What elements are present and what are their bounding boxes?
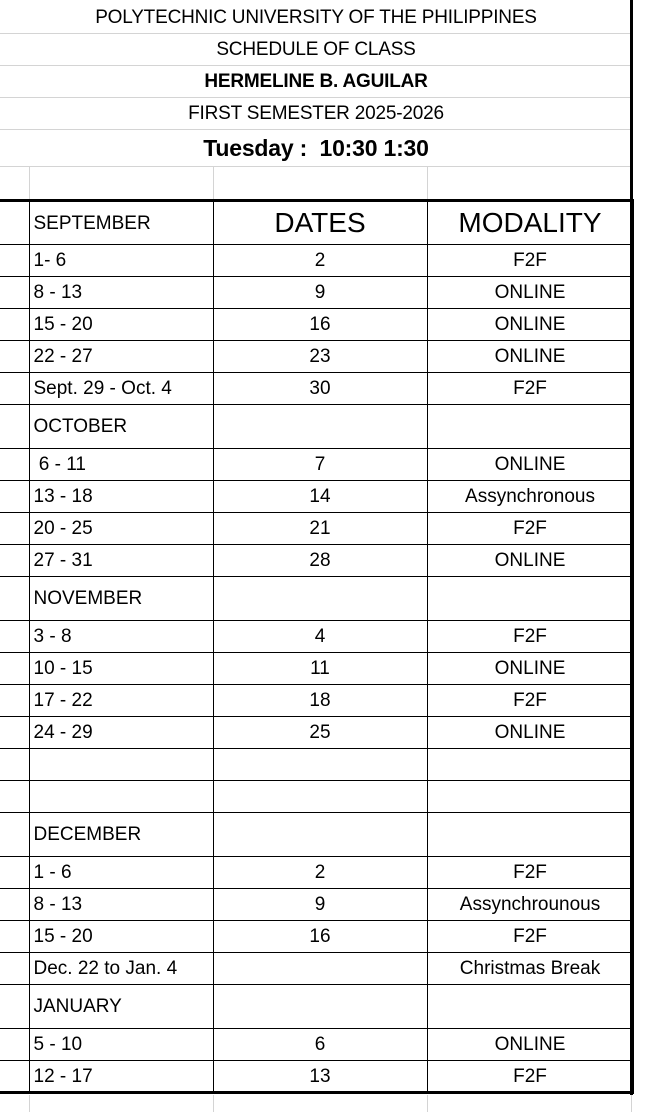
month-label: JANUARY <box>29 985 213 1029</box>
modality-cell: Assynchrounous <box>427 889 633 921</box>
row-gutter <box>0 201 29 245</box>
table-row <box>0 545 633 577</box>
week-range-cell: 3 - 8 <box>29 621 213 653</box>
modality-cell: ONLINE <box>427 545 633 577</box>
modality-cell <box>427 405 633 449</box>
row-gutter <box>0 621 29 653</box>
university-title: POLYTECHNIC UNIVERSITY OF THE PHILIPPINES <box>0 2 632 34</box>
date-cell <box>213 405 427 449</box>
table-row <box>0 857 633 889</box>
week-range-cell: 1 - 6 <box>29 857 213 889</box>
week-range-cell: 15 - 20 <box>29 921 213 953</box>
week-range-cell: 8 - 13 <box>29 889 213 921</box>
date-cell: 9 <box>213 277 427 309</box>
document-title: SCHEDULE OF CLASS <box>0 34 632 66</box>
date-cell: 16 <box>213 921 427 953</box>
date-cell: 9 <box>213 889 427 921</box>
row-gutter <box>0 1029 29 1061</box>
modality-cell: F2F <box>427 857 633 889</box>
month-row <box>0 985 633 1029</box>
date-cell: 7 <box>213 449 427 481</box>
table-row <box>0 309 633 341</box>
modality-cell: ONLINE <box>427 653 633 685</box>
table-row <box>0 481 633 513</box>
month-row <box>0 813 633 857</box>
gridline <box>29 1095 30 1112</box>
row-gutter <box>0 405 29 449</box>
date-cell <box>213 749 427 781</box>
week-range-cell: 13 - 18 <box>29 481 213 513</box>
modality-cell <box>427 781 633 813</box>
week-range-cell: 1- 6 <box>29 245 213 277</box>
date-cell <box>213 577 427 621</box>
modality-cell <box>427 985 633 1029</box>
modality-cell: Assynchronous <box>427 481 633 513</box>
row-gutter <box>0 921 29 953</box>
modality-cell: F2F <box>427 373 633 405</box>
modality-cell: ONLINE <box>427 277 633 309</box>
modality-cell <box>427 749 633 781</box>
table-row <box>0 717 633 749</box>
table-row <box>0 449 633 481</box>
month-row <box>0 405 633 449</box>
week-range-cell: Sept. 29 - Oct. 4 <box>29 373 213 405</box>
week-range-cell: 5 - 10 <box>29 1029 213 1061</box>
date-cell: 2 <box>213 857 427 889</box>
date-cell: 11 <box>213 653 427 685</box>
instructor-name: HERMELINE B. AGUILAR <box>0 66 632 98</box>
date-cell: 30 <box>213 373 427 405</box>
row-gutter <box>0 653 29 685</box>
row-gutter <box>0 545 29 577</box>
row-gutter <box>0 309 29 341</box>
week-range-cell: 22 - 27 <box>29 341 213 373</box>
column-header-modality: MODALITY <box>427 201 633 245</box>
week-range-cell: 12 - 17 <box>29 1061 213 1093</box>
row-gutter <box>0 277 29 309</box>
modality-cell: ONLINE <box>427 309 633 341</box>
blank-row <box>0 167 632 199</box>
table-row <box>0 921 633 953</box>
date-cell <box>213 813 427 857</box>
modality-cell: F2F <box>427 621 633 653</box>
blank-row <box>0 781 633 813</box>
week-range-cell: 24 - 29 <box>29 717 213 749</box>
schedule-table <box>0 199 634 1094</box>
modality-cell: ONLINE <box>427 449 633 481</box>
row-gutter <box>0 953 29 985</box>
date-cell: 18 <box>213 685 427 717</box>
week-range-cell <box>29 781 213 813</box>
row-gutter <box>0 341 29 373</box>
row-gutter <box>0 717 29 749</box>
date-cell: 6 <box>213 1029 427 1061</box>
week-range-cell: Dec. 22 to Jan. 4 <box>29 953 213 985</box>
date-cell: 14 <box>213 481 427 513</box>
modality-cell: Christmas Break <box>427 953 633 985</box>
row-gutter <box>0 813 29 857</box>
date-cell: 16 <box>213 309 427 341</box>
row-gutter <box>0 481 29 513</box>
week-range-cell: 10 - 15 <box>29 653 213 685</box>
column-header-month: SEPTEMBER <box>29 201 213 245</box>
row-gutter <box>0 685 29 717</box>
table-row <box>0 621 633 653</box>
row-gutter <box>0 889 29 921</box>
week-range-cell <box>29 749 213 781</box>
week-range-cell: 6 - 11 <box>29 449 213 481</box>
modality-cell: F2F <box>427 1061 633 1093</box>
class-time: Tuesday : 10:30 1:30 <box>0 130 632 167</box>
modality-cell: ONLINE <box>427 717 633 749</box>
table-row <box>0 277 633 309</box>
table-row <box>0 953 633 985</box>
row-gutter <box>0 781 29 813</box>
table-header-row <box>0 201 633 245</box>
row-gutter <box>0 373 29 405</box>
modality-cell: F2F <box>427 245 633 277</box>
week-range-cell: 17 - 22 <box>29 685 213 717</box>
table-row <box>0 245 633 277</box>
column-header-dates: DATES <box>213 201 427 245</box>
row-gutter <box>0 513 29 545</box>
date-cell <box>213 781 427 813</box>
modality-cell: ONLINE <box>427 1029 633 1061</box>
date-cell: 4 <box>213 621 427 653</box>
date-cell: 13 <box>213 1061 427 1093</box>
modality-cell <box>427 813 633 857</box>
table-row <box>0 513 633 545</box>
week-range-cell: 8 - 13 <box>29 277 213 309</box>
modality-cell: F2F <box>427 685 633 717</box>
date-cell <box>213 953 427 985</box>
modality-cell: F2F <box>427 921 633 953</box>
row-gutter <box>0 245 29 277</box>
table-row <box>0 1061 633 1093</box>
date-cell <box>213 985 427 1029</box>
month-label: DECEMBER <box>29 813 213 857</box>
month-label: OCTOBER <box>29 405 213 449</box>
date-cell: 2 <box>213 245 427 277</box>
week-range-cell: 20 - 25 <box>29 513 213 545</box>
row-gutter <box>0 1061 29 1093</box>
row-gutter <box>0 857 29 889</box>
week-range-cell: 27 - 31 <box>29 545 213 577</box>
row-gutter <box>0 749 29 781</box>
row-gutter <box>0 985 29 1029</box>
date-cell: 21 <box>213 513 427 545</box>
row-gutter <box>0 577 29 621</box>
gridline <box>427 1095 428 1112</box>
modality-cell <box>427 577 633 621</box>
table-row <box>0 685 633 717</box>
gridline <box>213 1095 214 1112</box>
table-row <box>0 341 633 373</box>
week-range-cell: 15 - 20 <box>29 309 213 341</box>
modality-cell: F2F <box>427 513 633 545</box>
month-row <box>0 577 633 621</box>
blank-row <box>0 749 633 781</box>
schedule-table-body <box>0 201 633 1093</box>
modality-cell: ONLINE <box>427 341 633 373</box>
table-row <box>0 1029 633 1061</box>
month-label: NOVEMBER <box>29 577 213 621</box>
row-gutter <box>0 449 29 481</box>
date-cell: 23 <box>213 341 427 373</box>
table-row <box>0 889 633 921</box>
table-row <box>0 373 633 405</box>
date-cell: 25 <box>213 717 427 749</box>
table-row <box>0 653 633 685</box>
gridline <box>631 1095 632 1112</box>
date-cell: 28 <box>213 545 427 577</box>
semester-label: FIRST SEMESTER 2025-2026 <box>0 98 632 130</box>
